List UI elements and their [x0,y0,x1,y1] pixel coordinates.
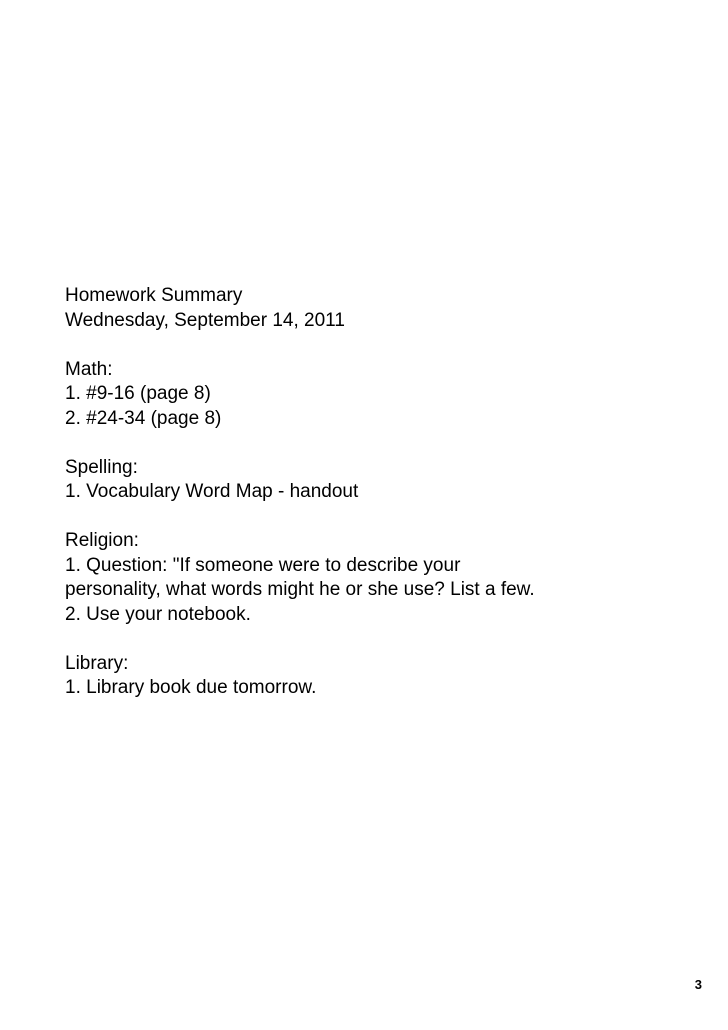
spacer [65,333,685,358]
religion-item-1-continued: personality, what words might he or she use? List a few. [65,579,535,600]
spelling-item-1: 1. Vocabulary Word Map - handout [65,481,359,502]
section-heading-spelling: Spelling: [65,456,138,478]
math-item-2: 2. #24-34 (page 8) [65,407,222,429]
spacer [65,431,685,456]
page-number: 3 [694,977,702,992]
section-heading-math: Math: [65,358,113,380]
religion-item-2: 2. Use your notebook. [65,603,251,625]
section-heading-library: Library: [65,652,129,674]
library-item-1: 1. Library book due tomorrow. [65,677,317,698]
section-heading-religion: Religion: [65,530,139,551]
homework-summary [65,284,685,701]
spacer [65,505,685,530]
math-item-1: 1. #9-16 (page 8) [65,383,211,404]
document-date: Wednesday, September 14, 2011 [65,309,345,331]
spacer [65,627,685,652]
document-title: Homework Summary [65,285,243,306]
religion-item-1: 1. Question: "If someone were to describe your [65,554,461,576]
